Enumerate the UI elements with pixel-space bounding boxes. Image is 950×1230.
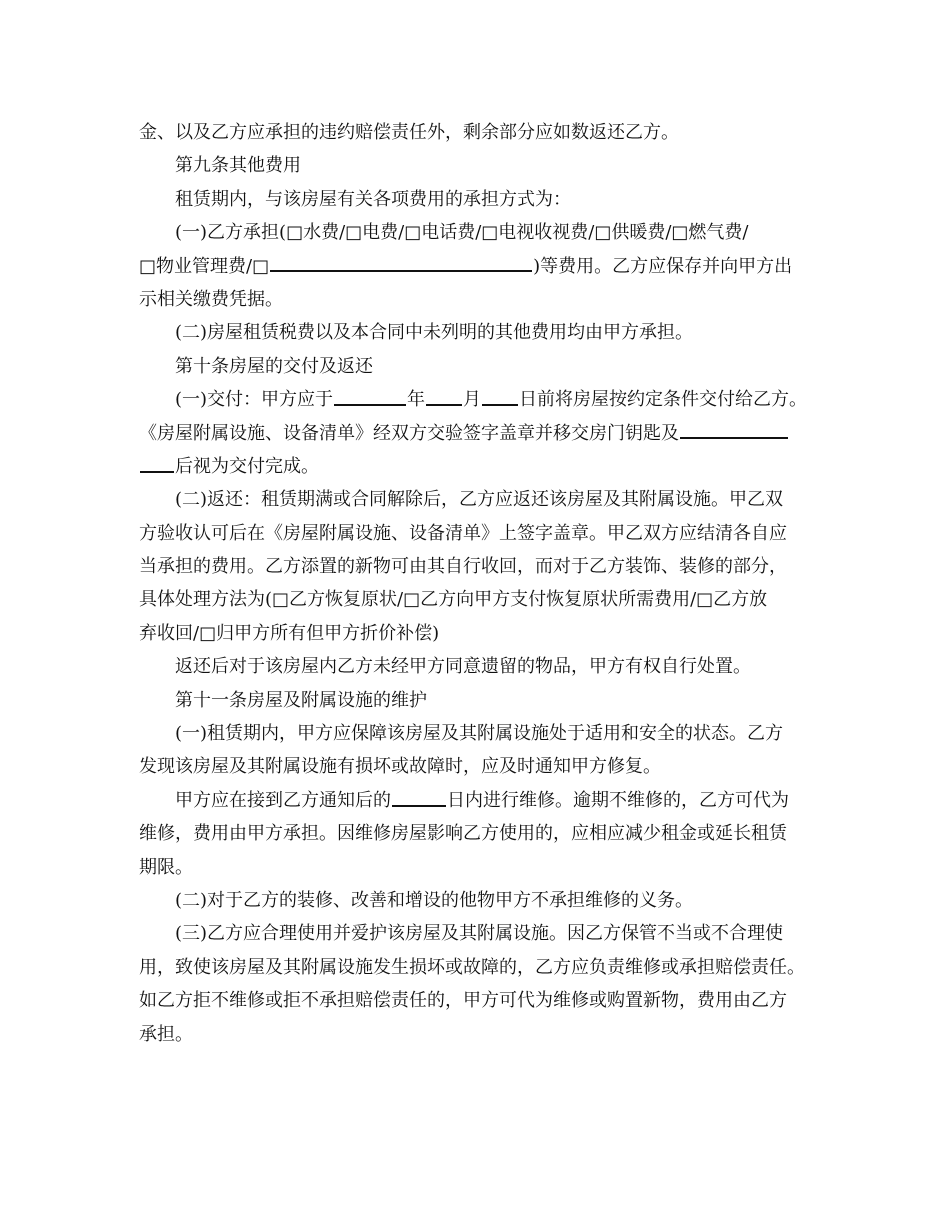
line-text: 甲方应在接到乙方通知后的 <box>175 789 391 811</box>
text-line <box>139 717 815 750</box>
text-line <box>139 583 815 616</box>
line-text: )等费用。乙方应保存并向甲方出 <box>533 255 793 277</box>
line-text: 返还后对于该房屋内乙方未经甲方同意遗留的物品，甲方有权自行处置。 <box>175 656 751 678</box>
line-text: 第十条房屋的交付及返还 <box>175 355 373 377</box>
text-line <box>139 283 815 316</box>
fill-in-blank <box>482 387 518 406</box>
fill-in-blank <box>140 454 174 473</box>
line-text: 具体处理方法为(□乙方恢复原状/□乙方向甲方支付恢复原状所需费用/□乙方放 <box>139 589 768 611</box>
line-text: (二)对于乙方的装修、改善和增设的他物甲方不承担维修的义务。 <box>175 889 694 911</box>
text-line <box>139 750 815 783</box>
line-text: (二)房屋租赁税费以及本合同中未列明的其他费用均由甲方承担。 <box>175 322 694 344</box>
text-line <box>139 450 815 483</box>
line-text: (一)乙方承担(□水费/□电费/□电话费/□电视收视费/□供暖费/□燃气费/ <box>175 222 749 244</box>
text-line <box>139 483 815 516</box>
line-text: 示相关缴费凭据。 <box>139 288 283 310</box>
fill-in-blank <box>426 387 462 406</box>
text-line <box>139 550 815 583</box>
line-text: 如乙方拒不维修或拒不承担赔偿责任的，甲方可代为维修或购置新物，费用由乙方 <box>139 990 787 1012</box>
text-line <box>139 851 815 884</box>
line-text: (一)交付：甲方应于 <box>175 389 334 411</box>
text-line <box>139 951 815 984</box>
fill-in-blank <box>270 253 532 272</box>
document-page <box>139 116 815 1051</box>
text-line <box>139 216 815 249</box>
line-text: 当承担的费用。乙方添置的新物可由其自行收回，而对于乙方装饰、装修的部分， <box>139 556 787 578</box>
line-text: 后视为交付完成。 <box>175 455 319 477</box>
fill-in-blank <box>392 788 446 807</box>
text-line <box>139 250 815 283</box>
fill-in-blank <box>680 420 788 439</box>
line-text: 租赁期内，与该房屋有关各项费用的承担方式为： <box>175 188 571 210</box>
text-line <box>139 350 815 383</box>
line-text: 第十一条房屋及附属设施的维护 <box>175 689 427 711</box>
text-line <box>139 617 815 650</box>
text-line <box>139 149 815 182</box>
line-text: 日前将房屋按约定条件交付给乙方。 <box>519 389 808 411</box>
line-text: 第九条其他费用 <box>175 155 301 177</box>
line-text: (二)返还：租赁期满或合同解除后，乙方应返还该房屋及其附属设施。甲乙双 <box>175 489 784 511</box>
line-text: 日内进行维修。逾期不维修的，乙方可代为 <box>447 789 789 811</box>
text-line <box>139 917 815 950</box>
line-text: 用，致使该房屋及其附属设施发生损坏或故障的，乙方应负责维修或承担赔偿责任。 <box>139 956 805 978</box>
line-text: 《房屋附属设施、设备清单》经双方交验签字盖章并移交房门钥匙及 <box>139 422 679 444</box>
line-text: (三)乙方应合理使用并爱护该房屋及其附属设施。因乙方保管不当或不合理使 <box>175 923 784 945</box>
text-line <box>139 817 815 850</box>
text-line <box>139 984 815 1017</box>
text-line <box>139 183 815 216</box>
line-text: 月 <box>463 389 482 411</box>
text-line <box>139 417 815 450</box>
line-text: 承担。 <box>139 1023 193 1045</box>
text-line <box>139 1018 815 1051</box>
text-line <box>139 684 815 717</box>
text-line <box>139 116 815 149</box>
line-text: 期限。 <box>139 856 193 878</box>
line-text: 年 <box>407 389 426 411</box>
text-line <box>139 517 815 550</box>
text-line <box>139 650 815 683</box>
line-text: 维修，费用由甲方承担。因维修房屋影响乙方使用的，应相应减少租金或延长租赁 <box>139 823 787 845</box>
line-text: □物业管理费/□ <box>139 255 270 277</box>
line-text: (一)租赁期内，甲方应保障该房屋及其附属设施处于适用和安全的状态。乙方 <box>175 723 784 745</box>
line-text: 方验收认可后在《房屋附属设施、设备清单》上签字盖章。甲乙双方应结清各自应 <box>139 522 787 544</box>
text-line <box>139 316 815 349</box>
line-text: 发现该房屋及其附属设施有损坏或故障时，应及时通知甲方修复。 <box>139 756 661 778</box>
line-text: 金、以及乙方应承担的违约赔偿责任外，剩余部分应如数返还乙方。 <box>139 122 679 143</box>
text-line <box>139 884 815 917</box>
line-text: 弃收回/□归甲方所有但甲方折价补偿) <box>139 622 440 644</box>
fill-in-blank <box>334 387 406 406</box>
text-line <box>139 383 815 416</box>
text-line <box>139 784 815 817</box>
